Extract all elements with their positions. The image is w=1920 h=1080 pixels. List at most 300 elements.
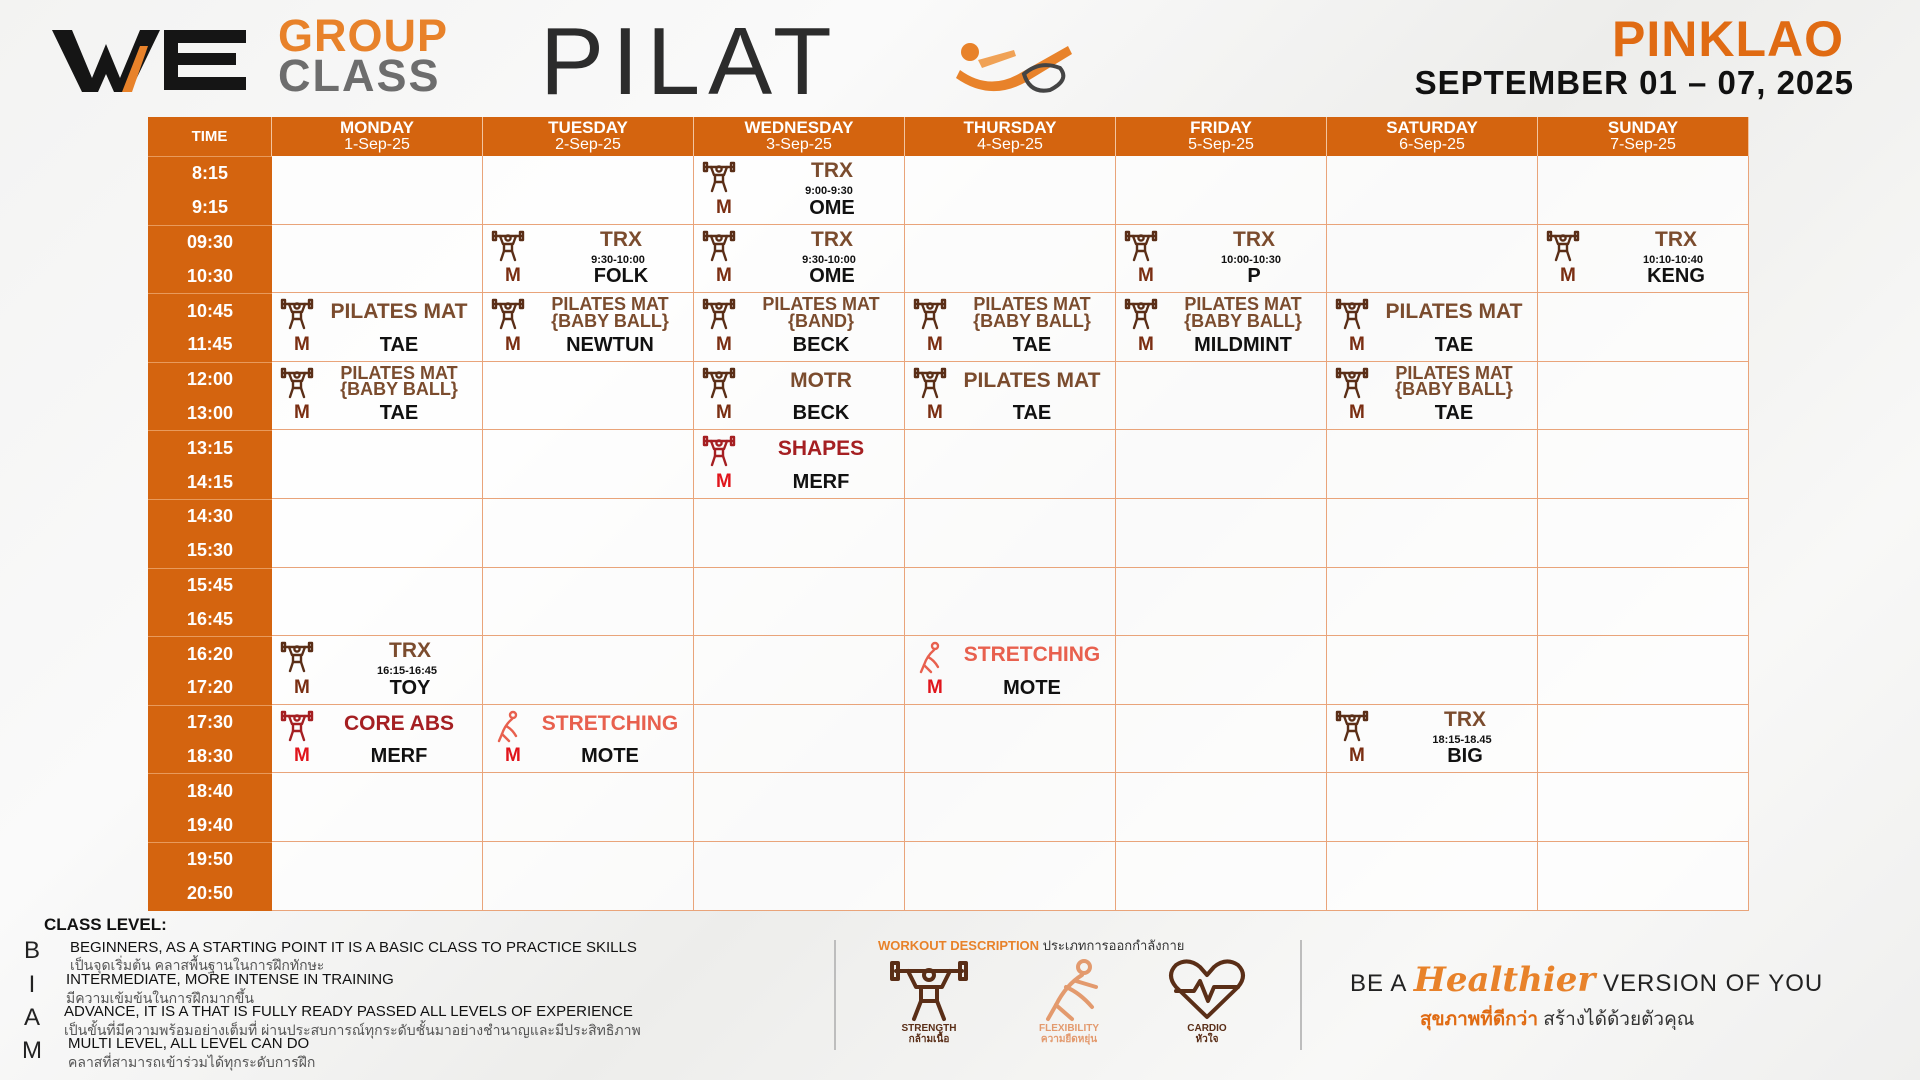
schedule-cell — [694, 705, 905, 774]
time-cell — [148, 293, 272, 362]
schedule-cell — [694, 499, 905, 568]
day-date: 7-Sep-25 — [1610, 136, 1676, 154]
class-time: 10:10-10:40 — [1643, 253, 1703, 266]
instructor-name: OME — [809, 265, 855, 288]
level-en: ADVANCE, IT IS A THAT IS FULLY READY PASSED ALL LEVELS OF EXPERIENCE — [64, 1003, 633, 1020]
class-name: MOTR — [790, 368, 852, 392]
time-slot-row — [148, 362, 1750, 431]
class-name: STRETCHING — [541, 711, 679, 735]
instructor-name: BECK — [792, 333, 850, 356]
schedule-header-row — [148, 117, 1750, 156]
class-entry[interactable] — [1327, 705, 1537, 773]
strength-label-en: STRENGTH — [901, 1023, 957, 1034]
schedule-cell — [694, 773, 905, 842]
class-name: PILATES MAT {BABY BALL} — [973, 294, 1091, 331]
time-start: 17:30 — [186, 712, 234, 733]
day-date: 3-Sep-25 — [766, 136, 832, 154]
schedule-cell — [694, 225, 905, 294]
schedule-cell — [1538, 499, 1749, 568]
class-name: PILATES MAT — [330, 300, 468, 324]
pilates-figure-icon — [930, 30, 1080, 100]
level-th: เป็นจุดเริ่มต้น คลาสพื้นฐานในการฝึกทักษะ — [70, 957, 325, 973]
schedule-cell — [694, 636, 905, 705]
level-th: คลาสที่สามารถเข้าร่วมได้ทุกระดับการฝึก — [68, 1054, 316, 1070]
day-date: 5-Sep-25 — [1188, 136, 1254, 154]
class-entry[interactable] — [272, 293, 482, 361]
time-end: 15:30 — [186, 540, 234, 561]
class-entry[interactable] — [694, 362, 904, 430]
class-level: M — [1138, 265, 1154, 287]
time-end: 10:30 — [186, 265, 234, 286]
schedule-cell — [905, 225, 1116, 294]
schedule-cell — [905, 430, 1116, 499]
class-entry[interactable] — [694, 430, 904, 498]
schedule-cell — [905, 362, 1116, 431]
strength-icon — [1335, 709, 1369, 743]
class-name: TRX — [600, 227, 642, 251]
slogan-highlight: Healthier — [1413, 960, 1596, 1000]
schedule-cell — [1116, 362, 1327, 431]
class-level: M — [716, 470, 732, 492]
instructor-name: MERF — [370, 745, 428, 768]
schedule-cell — [1327, 430, 1538, 499]
schedule-cell — [905, 499, 1116, 568]
instructor-name: TAE — [1012, 333, 1052, 356]
strength-icon — [280, 297, 314, 331]
time-end: 17:20 — [186, 677, 234, 698]
strength-icon — [1124, 229, 1158, 263]
class-schedule-table — [148, 117, 1750, 910]
time-end: 18:30 — [186, 745, 234, 766]
workout-title-th: ประเภทการออกกำลังกาย — [1042, 938, 1185, 953]
schedule-cell — [1538, 225, 1749, 294]
class-level: M — [716, 402, 732, 424]
time-end: 20:50 — [186, 883, 234, 904]
cardio-label-en: CARDIO — [1187, 1023, 1227, 1034]
time-slot-row — [148, 430, 1750, 499]
class-entry[interactable] — [694, 225, 904, 293]
flexibility-label — [1014, 1024, 1124, 1045]
class-time: 10:00-10:30 — [1221, 253, 1281, 266]
workout-description-title — [878, 935, 1184, 956]
instructor-name: TOY — [389, 676, 431, 699]
slogan-post: VERSION OF YOU — [1602, 970, 1824, 997]
strength-icon — [702, 297, 736, 331]
schedule-cell — [905, 156, 1116, 225]
time-cell — [148, 225, 272, 294]
class-entry[interactable] — [483, 225, 693, 293]
instructor-name: TAE — [1434, 333, 1474, 356]
schedule-cell — [483, 705, 694, 774]
schedule-cell — [272, 636, 483, 705]
instructor-name: BIG — [1447, 745, 1483, 768]
time-slot-row — [148, 773, 1750, 842]
schedule-cell — [1116, 156, 1327, 225]
instructor-name: MOTE — [1003, 676, 1061, 699]
flexibility-icon — [491, 709, 525, 743]
time-start: 16:20 — [186, 643, 234, 664]
schedule-cell — [1116, 293, 1327, 362]
time-start: 09:30 — [186, 231, 234, 252]
level-letter: I — [28, 971, 36, 998]
schedule-cell — [1327, 773, 1538, 842]
schedule-cell — [1116, 842, 1327, 911]
schedule-cell — [905, 568, 1116, 637]
class-level-title: CLASS LEVEL: — [44, 915, 167, 934]
schedule-cell — [483, 636, 694, 705]
slogan-thai-orange: สุขภาพที่ดีกว่า — [1420, 1009, 1539, 1030]
schedule-cell — [1116, 499, 1327, 568]
schedule-cell — [483, 362, 694, 431]
class-name: TRX — [1444, 707, 1486, 731]
strength-icon — [913, 297, 947, 331]
class-level: M — [1349, 402, 1365, 424]
class-entry[interactable] — [1116, 225, 1326, 293]
schedule-cell — [694, 362, 905, 431]
schedule-cell — [272, 293, 483, 362]
cardio-heart-icon — [1164, 957, 1250, 1023]
schedule-cell — [694, 430, 905, 499]
schedule-cell — [1538, 430, 1749, 499]
class-name: PILATES MAT {BAND} — [762, 294, 880, 331]
schedule-cell — [1538, 156, 1749, 225]
day-header-monday — [272, 117, 483, 156]
class-level: M — [1560, 265, 1576, 287]
schedule-cell — [1327, 636, 1538, 705]
class-entry[interactable] — [1327, 362, 1537, 430]
date-range: SEPTEMBER 01 – 07, 2025 — [1414, 64, 1854, 101]
class-level: M — [1138, 333, 1154, 355]
schedule-cell — [905, 636, 1116, 705]
instructor-name: MILDMINT — [1194, 333, 1292, 356]
class-name: STRETCHING — [963, 643, 1101, 667]
schedule-cell — [1327, 499, 1538, 568]
class-level: M — [294, 333, 310, 355]
class-name: TRX — [1233, 227, 1275, 251]
day-name: SUNDAY — [1607, 118, 1679, 138]
schedule-cell — [272, 362, 483, 431]
time-slot-row — [148, 293, 1750, 362]
class-entry[interactable] — [694, 156, 904, 224]
day-date: 1-Sep-25 — [344, 136, 410, 154]
schedule-cell — [1116, 773, 1327, 842]
strength-icon — [913, 366, 947, 400]
instructor-name: OME — [809, 196, 855, 219]
schedule-cell — [272, 773, 483, 842]
day-name: WEDNESDAY — [744, 118, 854, 138]
class-name: CORE ABS — [343, 711, 455, 735]
day-header-saturday — [1327, 117, 1538, 156]
schedule-cell — [272, 430, 483, 499]
workout-title-en: WORKOUT DESCRIPTION — [878, 938, 1040, 953]
strength-icon — [702, 366, 736, 400]
strength-icon — [280, 709, 314, 743]
slogan-pre: BE A — [1350, 970, 1407, 997]
time-slot-row — [148, 636, 1750, 705]
time-cell — [148, 568, 272, 637]
strength-icon — [1546, 229, 1580, 263]
flexibility-icon — [1026, 957, 1112, 1023]
time-start: 15:45 — [186, 574, 234, 595]
schedule-cell — [694, 156, 905, 225]
schedule-body — [148, 156, 1750, 911]
class-level: M — [505, 333, 521, 355]
class-name: PILATES MAT {BABY BALL} — [1184, 294, 1302, 331]
class-level: M — [927, 333, 943, 355]
time-cell — [148, 636, 272, 705]
class-level: M — [1349, 333, 1365, 355]
class-name: SHAPES — [777, 437, 865, 461]
time-end: 9:15 — [191, 197, 229, 218]
schedule-cell — [1327, 568, 1538, 637]
level-en: MULTI LEVEL, ALL LEVEL CAN DO — [68, 1035, 310, 1052]
group-text: GROUP — [278, 10, 449, 61]
schedule-cell — [483, 773, 694, 842]
instructor-name: NEWTUN — [566, 333, 654, 356]
time-end: 16:45 — [186, 608, 234, 629]
strength-icon — [1335, 366, 1369, 400]
class-text: CLASS — [278, 49, 441, 101]
pilates-title: PILAT — [540, 8, 840, 115]
schedule-cell — [694, 842, 905, 911]
class-name: TRX — [811, 227, 853, 251]
time-end: 13:00 — [186, 402, 234, 423]
flexibility-label-en: FLEXIBILITY — [1039, 1023, 1099, 1034]
schedule-cell — [272, 842, 483, 911]
level-letter: M — [22, 1037, 42, 1064]
day-name: FRIDAY — [1190, 118, 1252, 138]
schedule-cell — [483, 842, 694, 911]
time-slot-row — [148, 568, 1750, 637]
schedule-cell — [272, 225, 483, 294]
schedule-cell — [483, 430, 694, 499]
strength-icon — [702, 160, 736, 194]
we-logo — [52, 22, 252, 94]
group-class-title — [278, 10, 449, 101]
schedule-cell — [1538, 568, 1749, 637]
level-en: BEGINNERS, AS A STARTING POINT IT IS A BASIC CLASS TO PRACTICE SKILLS — [70, 939, 637, 956]
day-header-sunday — [1538, 117, 1749, 156]
instructor-name: FOLK — [593, 265, 649, 288]
time-slot-row — [148, 842, 1750, 911]
schedule-cell — [694, 293, 905, 362]
schedule-cell — [1116, 568, 1327, 637]
time-start: 18:40 — [186, 780, 234, 801]
class-name: TRX — [1655, 227, 1697, 251]
day-date: 2-Sep-25 — [555, 136, 621, 154]
class-entry[interactable] — [272, 362, 482, 430]
divider — [1300, 940, 1302, 1050]
class-entry[interactable] — [272, 636, 482, 704]
level-letter: B — [23, 937, 40, 964]
strength-label-th: กล้ามเนื้อ — [908, 1033, 950, 1045]
instructor-name: P — [1247, 265, 1261, 288]
class-entry[interactable] — [1538, 225, 1748, 293]
day-name: SATURDAY — [1386, 118, 1478, 138]
strength-label — [874, 1024, 984, 1045]
class-level: M — [1349, 745, 1365, 767]
schedule-cell — [1327, 362, 1538, 431]
schedule-cell — [272, 568, 483, 637]
schedule-cell — [1538, 705, 1749, 774]
class-level: M — [716, 265, 732, 287]
slogan-thai — [1420, 1004, 1694, 1034]
instructor-name: TAE — [1434, 402, 1474, 425]
strength-icon — [1124, 297, 1158, 331]
time-cell — [148, 362, 272, 431]
time-slot-row — [148, 156, 1750, 225]
schedule-cell — [1116, 430, 1327, 499]
schedule-cell — [905, 705, 1116, 774]
class-time: 16:15-16:45 — [377, 665, 437, 678]
flexibility-label-th: ความยืดหยุ่น — [1040, 1033, 1098, 1045]
class-level: M — [927, 676, 943, 698]
class-level: M — [294, 402, 310, 424]
schedule-cell — [483, 499, 694, 568]
level-th: มีความเข้มข้นในการฝึกมากขึ้น — [66, 990, 254, 1006]
class-entry[interactable] — [905, 362, 1115, 430]
class-time: 9:30-10:00 — [591, 253, 645, 266]
time-slot-row — [148, 499, 1750, 568]
class-level: M — [716, 333, 732, 355]
strength-icon — [702, 434, 736, 468]
time-cell — [148, 156, 272, 225]
schedule-cell — [1116, 225, 1327, 294]
schedule-cell — [483, 568, 694, 637]
strength-icon — [1335, 297, 1369, 331]
class-level: M — [505, 265, 521, 287]
time-cell — [148, 499, 272, 568]
class-name: PILATES MAT {BABY BALL} — [1395, 362, 1513, 400]
day-header-wednesday — [694, 117, 905, 156]
level-en: INTERMEDIATE, MORE INTENSE IN TRAINING — [66, 971, 394, 988]
branch-name: PINKLAO — [1612, 11, 1844, 67]
time-start: 12:00 — [186, 369, 234, 390]
time-start: 19:50 — [186, 849, 234, 870]
slogan — [1350, 960, 1823, 1000]
class-name: TRX — [811, 159, 853, 182]
day-header-friday — [1116, 117, 1327, 156]
schedule-cell — [1327, 293, 1538, 362]
time-end: 11:45 — [187, 334, 233, 355]
schedule-cell — [1327, 705, 1538, 774]
class-entry[interactable] — [694, 293, 904, 361]
strength-icon — [491, 297, 525, 331]
class-entry[interactable] — [483, 705, 693, 773]
strength-icon — [280, 640, 314, 674]
schedule-cell — [272, 499, 483, 568]
class-name: PILATES MAT {BABY BALL} — [551, 294, 669, 331]
day-header-tuesday — [483, 117, 694, 156]
cardio-label — [1152, 1024, 1262, 1045]
schedule-cell — [1116, 705, 1327, 774]
schedule-cell — [1538, 636, 1749, 705]
class-name: PILATES MAT — [1385, 300, 1523, 324]
time-end: 19:40 — [186, 814, 234, 835]
class-entry[interactable] — [1116, 293, 1326, 361]
schedule-cell — [694, 568, 905, 637]
class-entry[interactable] — [483, 293, 693, 361]
strength-icon — [886, 957, 972, 1023]
class-level: M — [716, 196, 732, 218]
class-level: M — [927, 402, 943, 424]
class-level: M — [294, 676, 310, 698]
time-cell — [148, 842, 272, 911]
strength-icon — [702, 229, 736, 263]
time-start: 8:15 — [191, 163, 229, 184]
schedule-cell — [1327, 842, 1538, 911]
time-cell — [148, 773, 272, 842]
time-slot-row — [148, 705, 1750, 774]
class-name: TRX — [389, 639, 431, 663]
class-entry[interactable] — [905, 293, 1115, 361]
level-letter: A — [23, 1004, 40, 1031]
cardio-label-th: หัวใจ — [1195, 1033, 1219, 1045]
strength-icon — [280, 366, 314, 400]
time-start: 14:30 — [186, 506, 234, 527]
class-entry[interactable] — [272, 705, 482, 773]
class-name: PILATES MAT {BABY BALL} — [340, 362, 458, 400]
slogan-thai-dark: สร้างได้ด้วยตัวคุณ — [1543, 1009, 1695, 1030]
schedule-cell — [905, 773, 1116, 842]
schedule-cell — [905, 842, 1116, 911]
instructor-name: MERF — [792, 470, 850, 493]
schedule-cell — [272, 156, 483, 225]
schedule-cell — [1116, 636, 1327, 705]
instructor-name: TAE — [379, 333, 419, 356]
instructor-name: TAE — [379, 402, 419, 425]
schedule-cell — [1538, 362, 1749, 431]
instructor-name: MOTE — [581, 745, 639, 768]
class-entry[interactable] — [905, 636, 1115, 704]
day-name: MONDAY — [340, 118, 414, 138]
time-start: 10:45 — [186, 300, 234, 321]
class-entry[interactable] — [1327, 293, 1537, 361]
schedule-cell — [1327, 156, 1538, 225]
schedule-cell — [1538, 842, 1749, 911]
instructor-name: TAE — [1012, 402, 1052, 425]
class-time: 9:30-10:00 — [802, 253, 856, 266]
class-time: 18:15-18.45 — [1432, 733, 1492, 746]
flexibility-icon — [913, 640, 947, 674]
instructor-name: BECK — [792, 402, 850, 425]
day-date: 4-Sep-25 — [977, 136, 1043, 154]
time-start: 13:15 — [186, 437, 234, 458]
time-slot-row — [148, 225, 1750, 294]
instructor-name: KENG — [1647, 265, 1705, 288]
class-level: M — [294, 745, 310, 767]
schedule-cell — [483, 156, 694, 225]
schedule-cell — [483, 225, 694, 294]
class-name: PILATES MAT — [963, 368, 1101, 392]
strength-icon — [491, 229, 525, 263]
class-time: 9:00-9:30 — [805, 185, 853, 197]
day-name: TUESDAY — [548, 118, 628, 138]
time-cell — [148, 705, 272, 774]
schedule-cell — [1327, 225, 1538, 294]
time-end: 14:15 — [186, 471, 234, 492]
time-header: TIME — [148, 117, 272, 156]
schedule-cell — [1538, 293, 1749, 362]
schedule-cell — [1538, 773, 1749, 842]
schedule-cell — [905, 293, 1116, 362]
level-th: เป็นขั้นที่มีความพร้อมอย่างเต็มที่ ผ่านประสบการณ์ทุกระดับชั้นมาอย่างชำนาญและมีประสิทธิภาพ — [64, 1022, 641, 1038]
day-name: THURSDAY — [963, 118, 1057, 138]
class-level: M — [505, 745, 521, 767]
day-date: 6-Sep-25 — [1399, 136, 1465, 154]
day-header-thursday — [905, 117, 1116, 156]
schedule-cell — [483, 293, 694, 362]
